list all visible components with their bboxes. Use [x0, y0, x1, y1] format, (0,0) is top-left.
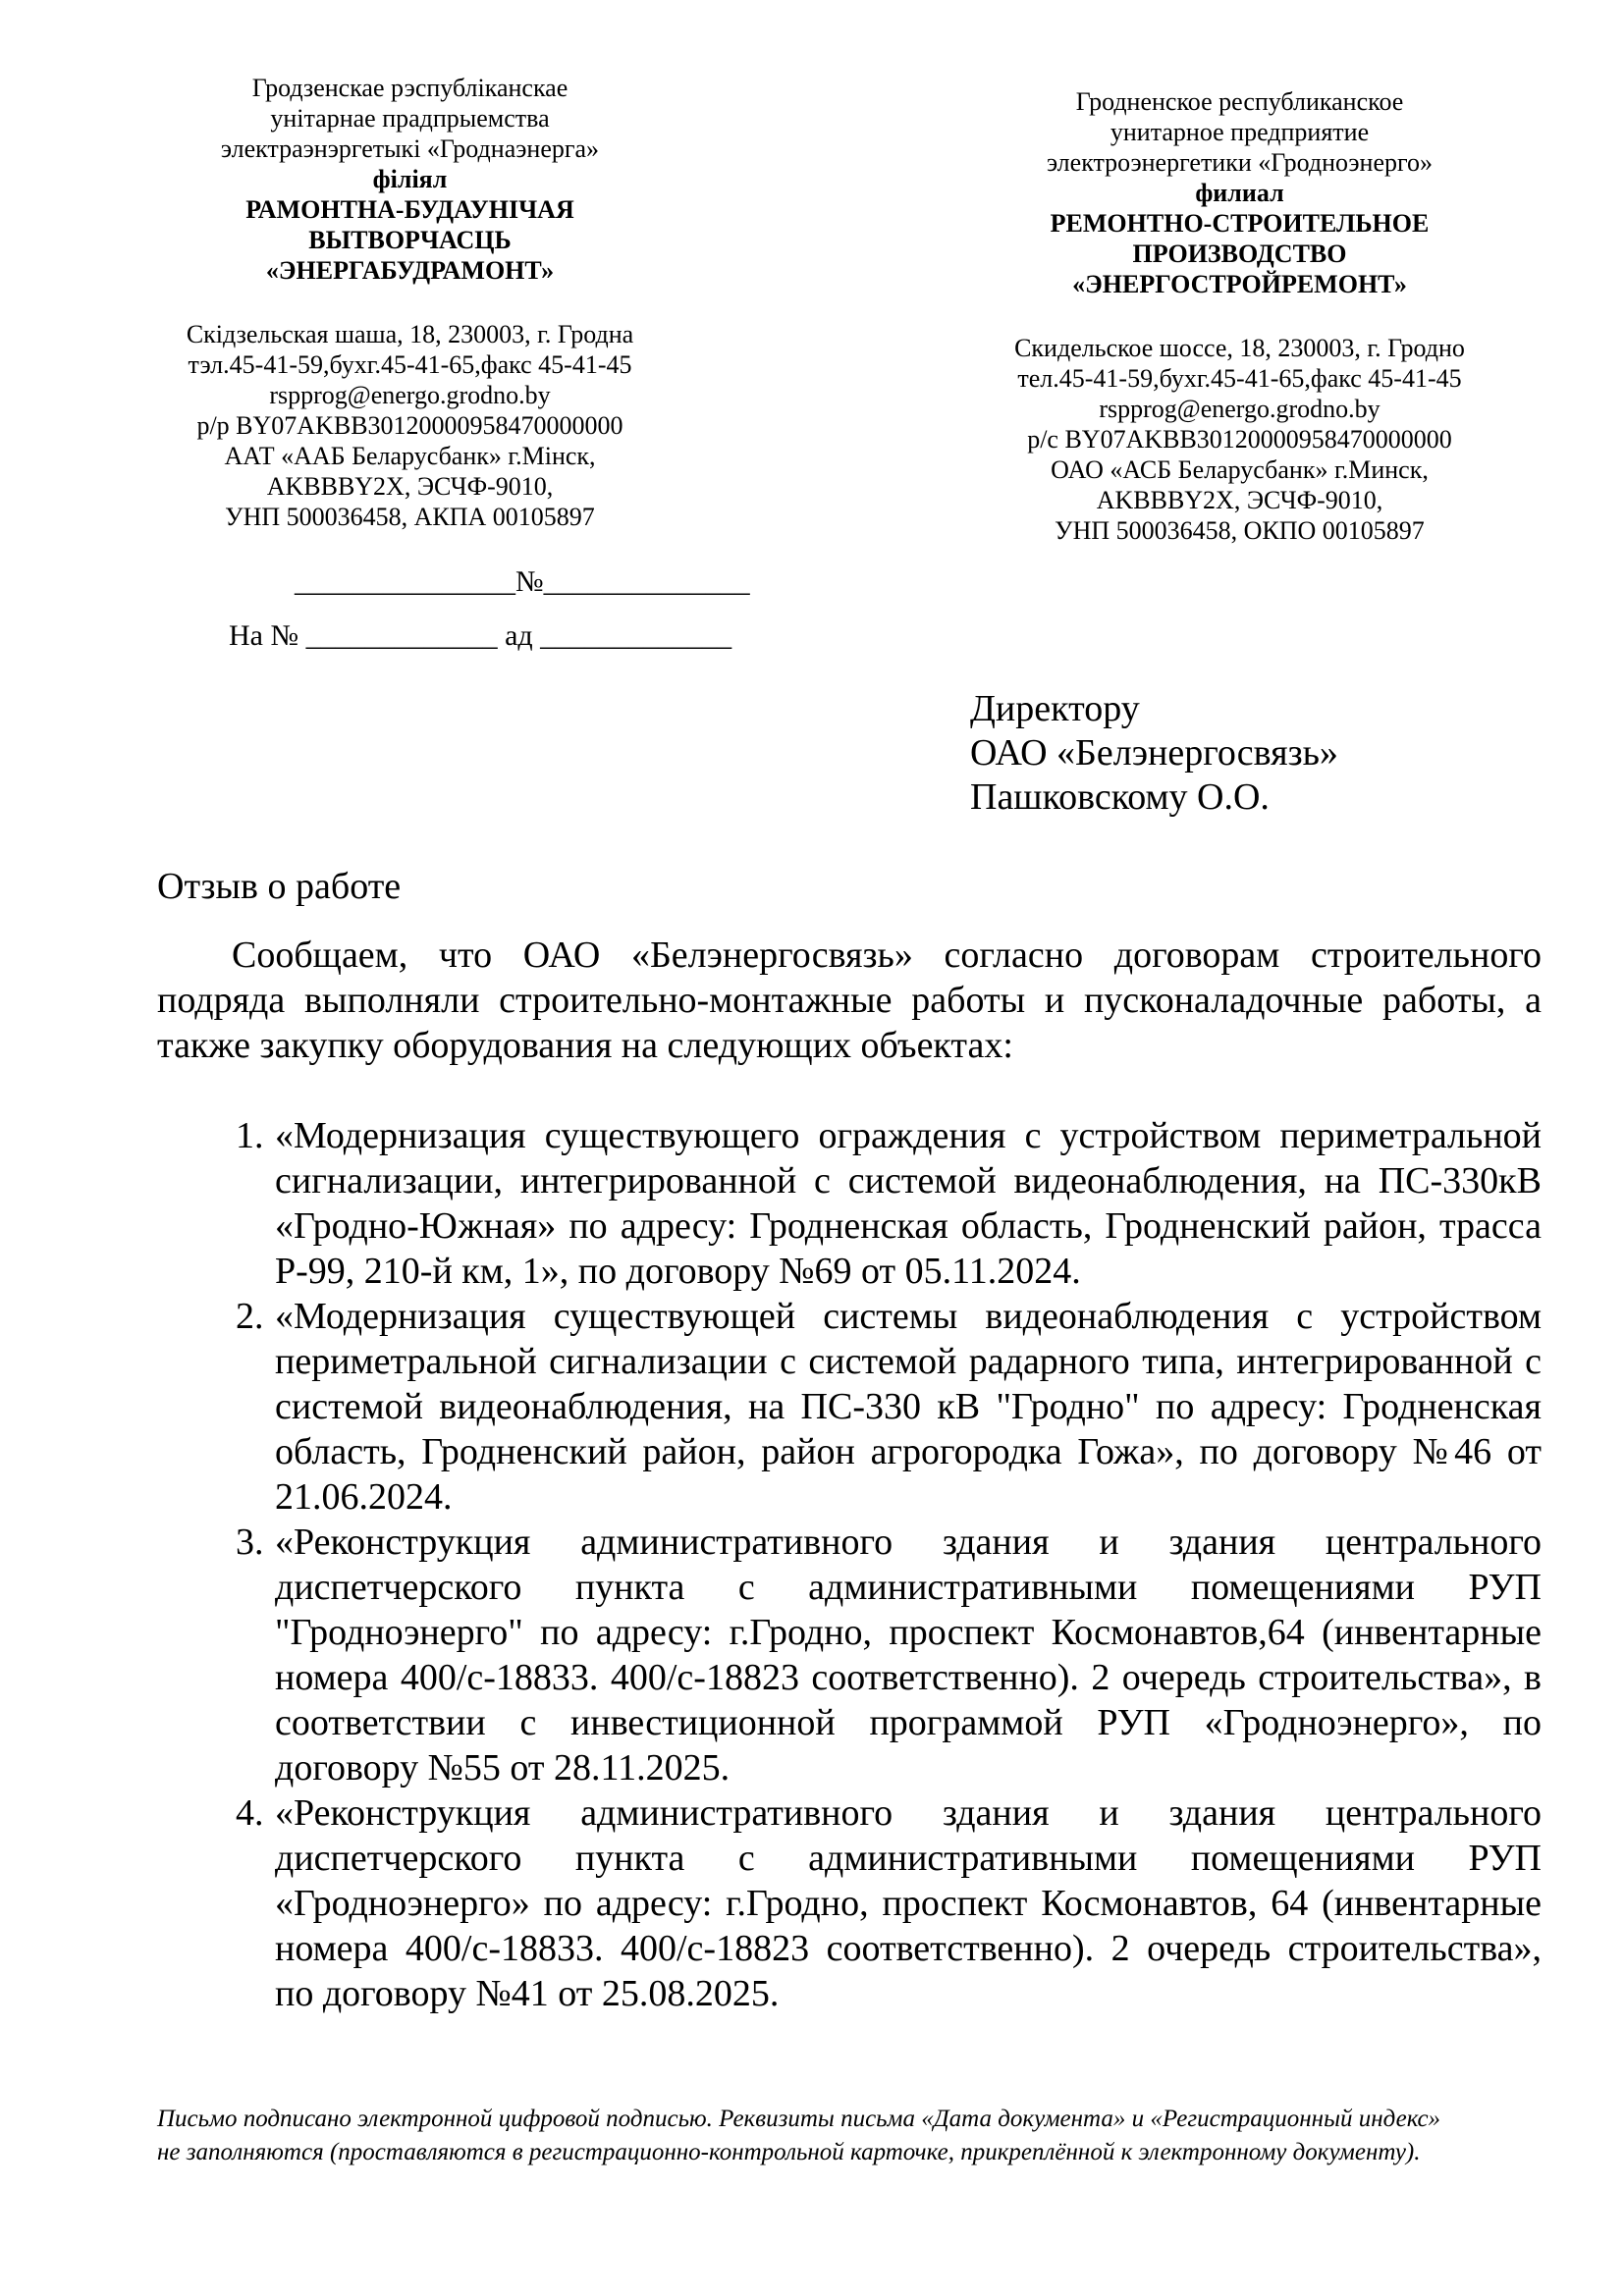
letterhead-right	[977, 86, 1502, 546]
address-line: тэл.45-41-59,бухг.45-41-65,факс 45-41-45	[188, 350, 632, 379]
bank-account-line: р/с BY07AKBB30120000958470000000	[1027, 425, 1452, 454]
org-name-line: унитарное предприятие	[1110, 118, 1370, 146]
address-line: тел.45-41-59,бухг.45-41-65,факс 45-41-45	[1017, 364, 1462, 393]
org-name-line: электроэнергетики «Гродноэнерго»	[1046, 148, 1434, 177]
bank-code-line: AKBBBY2X, ЭСЧФ-9010,	[1096, 486, 1383, 514]
bank-name-line: ААТ «ААБ Беларусбанк» г.Мінск,	[224, 442, 596, 470]
org-name-line: Гродненское республиканское	[1075, 87, 1404, 116]
branch-label: филиал	[1195, 179, 1284, 207]
digital-signature-note	[157, 2103, 1551, 2169]
bank-account-line: р/р BY07AKBB30120000958470000000	[196, 411, 623, 440]
org-name-line: электраэнэргетыкі «Гроднаэнерга»	[220, 134, 600, 163]
registration-number-blank: _______________№______________	[295, 565, 750, 598]
letterhead-left	[182, 73, 638, 532]
addressee-company: ОАО «Белэнергосвязь»	[970, 732, 1338, 774]
org-name-line: Гродзенскае рэспубліканскае	[251, 74, 568, 102]
branch-name-line: РЕМОНТНО-СТРОИТЕЛЬНОЕ	[1050, 209, 1430, 238]
addressee-person: Пашковскому О.О.	[970, 776, 1270, 818]
letterhead-left-address	[182, 319, 638, 532]
list-item	[236, 1113, 1542, 1294]
intro-paragraph: Сообщаем, что ОАО «Белэнергосвязь» согласно договорам строительного подряда выполняли строительно-монтажные работы и пусконаладочные работы, а также закупку оборудования на следующих объектах:	[157, 934, 1542, 1066]
list-item-text: «Модернизация существующего ограждения с устройством периметральной сигнализации, интегрированной с системой видеонаблюдения, на ПС-330кВ «Гродно-Южная» по адресу: Гродненская область, Гродненский район, трасса Р-99, 210-й км, 1», по договору №69 от 05.11.2024.	[275, 1115, 1542, 1292]
signature-note-line: Письмо подписано электронной цифровой подписью. Реквизиты письма «Дата документа» и «Регистрационный индекс»	[157, 2106, 1441, 2132]
list-item-text: «Реконструкция административного здания и здания центрального диспетчерского пункта с административными помещениями РУП «Гродноэнерго» по адресу: г.Гродно, проспект Космонавтов, 64 (инвентарные номера 400/с-18833. 400/с-18823 соответственно). 2 очередь строительства», по договору №41 от 25.08.2025.	[275, 1792, 1542, 2014]
signature-note-line: не заполняются (проставляются в регистрационно-контрольной карточке, прикреплённой к электронному документу).	[157, 2139, 1421, 2165]
branch-label: філіял	[372, 165, 448, 193]
addressee-title: Директору	[970, 688, 1140, 729]
list-item-text: «Реконструкция административного здания и здания центрального диспетчерского пункта с административными помещениями РУП "Гродноэнерго" по адресу: г.Гродно, проспект Космонавтов,64 (инвентарные номера 400/с-18833. 400/с-18823 соответственно). 2 очередь строительства», в соответствии с инвестиционной программой РУП «Гродноэнерго», по договору №55 от 28.11.2025.	[275, 1522, 1542, 1789]
registration-reference-blank: На № _____________ ад _____________	[229, 619, 732, 652]
branch-name-line: РАМОНТНА-БУДАУНІЧАЯ	[245, 195, 574, 224]
okpo-line: УНП 500036458, ОКПО 00105897	[1055, 516, 1425, 545]
list-item-number: 2.	[236, 1296, 264, 1337]
branch-name-line: ПРОИЗВОДСТВО	[1132, 240, 1347, 268]
list-item-number: 4.	[236, 1792, 264, 1834]
org-name-line: унітарнае прадпрыемства	[270, 104, 550, 133]
branch-name-line: «ЭНЕРГАБУДРАМОНТ»	[265, 256, 555, 285]
addressee-block	[970, 687, 1520, 820]
list-item-text: «Модернизация существующей системы видеонаблюдения с устройством периметральной сигнализации с системой радарного типа, интегрированной с системой видеонаблюдения, на ПС-330 кВ "Гродно" по адресу: Гродненская область, Гродненский район, район агрогородка Гожа», по договору №46 от 21.06.2024.	[275, 1296, 1542, 1518]
bank-code-line: AKBBBY2X, ЭСЧФ-9010,	[266, 472, 554, 501]
subject-line: Отзыв о работе	[157, 866, 402, 907]
branch-name-line: «ЭНЕРГОСТРОЙРЕМОНТ»	[1072, 270, 1407, 298]
list-item	[236, 1790, 1542, 2016]
unp-line: УНП 500036458, АКПА 00105897	[225, 503, 595, 531]
address-line: Скидельское шоссе, 18, 230003, г. Гродно	[1014, 334, 1465, 362]
bank-name-line: ОАО «АСБ Беларусбанк» г.Минск,	[1051, 455, 1429, 484]
list-item	[236, 1294, 1542, 1520]
list-item-number: 1.	[236, 1115, 264, 1156]
email-line: rspprog@energo.grodno.by	[269, 381, 551, 409]
address-line: Скідзельская шаша, 18, 230003, г. Гродна	[186, 320, 634, 348]
branch-name-line: ВЫТВОРЧАСЦЬ	[308, 226, 512, 254]
letterhead-right-address	[977, 333, 1502, 546]
list-item-number: 3.	[236, 1522, 264, 1563]
objects-list	[236, 1113, 1542, 2016]
list-item	[236, 1520, 1542, 1790]
email-line: rspprog@energo.grodno.by	[1099, 395, 1380, 423]
